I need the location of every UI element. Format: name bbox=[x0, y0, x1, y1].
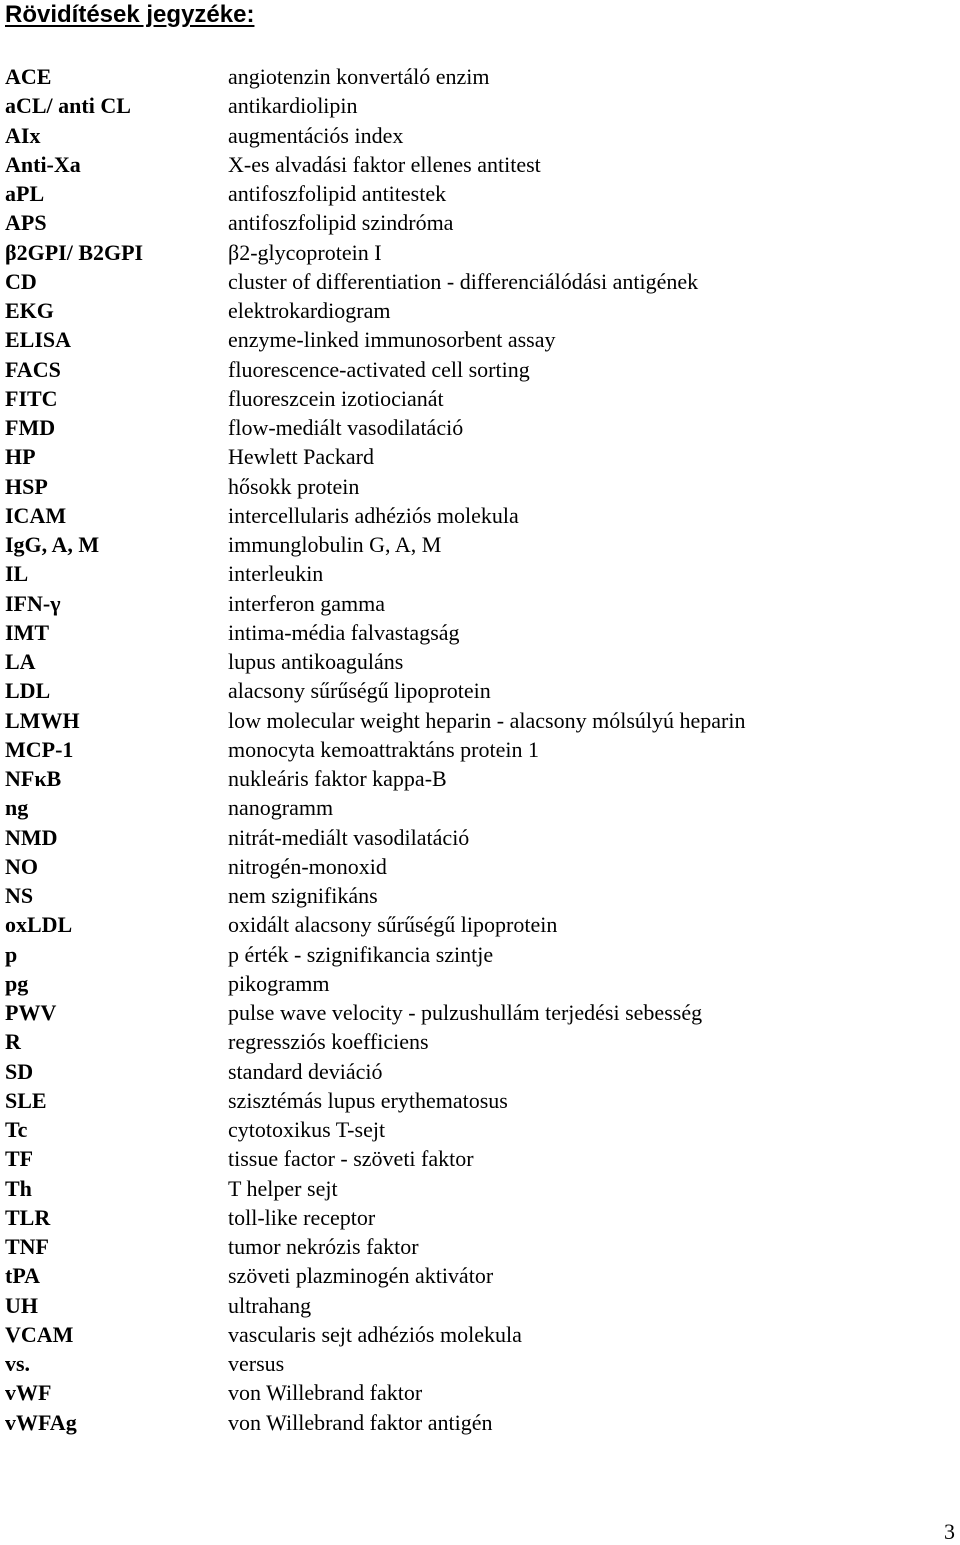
abbreviation-term: vs. bbox=[5, 1351, 31, 1376]
abbreviation-row bbox=[0, 852, 960, 881]
abbreviation-row bbox=[0, 472, 960, 501]
abbreviation-term: FACS bbox=[5, 356, 61, 382]
abbreviation-term: FITC bbox=[5, 385, 58, 411]
page-number: 3 bbox=[944, 1519, 955, 1544]
abbreviation-row bbox=[0, 676, 960, 705]
abbreviation-row bbox=[0, 1408, 960, 1437]
page-title: Rövidítések jegyzéke: bbox=[5, 1, 255, 28]
abbreviation-term: CD bbox=[5, 268, 37, 294]
abbreviation-row bbox=[0, 559, 960, 588]
abbreviation-definition: antifoszfolipid szindróma bbox=[228, 210, 454, 236]
abbreviation-term: IL bbox=[5, 561, 29, 587]
abbreviation-definition: enzyme-linked immunosorbent assay bbox=[228, 327, 556, 353]
abbreviation-definition: antikardiolipin bbox=[228, 93, 358, 119]
abbreviation-term: Tc bbox=[5, 1117, 28, 1142]
abbreviation-definition: ultrahang bbox=[228, 1292, 312, 1318]
abbreviation-row bbox=[0, 823, 960, 852]
abbreviation-term: vWF bbox=[5, 1380, 52, 1406]
abbreviation-row bbox=[0, 296, 960, 325]
abbreviation-term: LDL bbox=[5, 678, 51, 704]
abbreviation-definition: nitrát-mediált vasodilatáció bbox=[228, 824, 470, 850]
abbreviation-row bbox=[0, 1291, 960, 1320]
abbreviation-term: Anti-Xa bbox=[5, 151, 81, 177]
abbreviation-row bbox=[0, 179, 960, 208]
abbreviation-row bbox=[0, 1115, 960, 1144]
abbreviation-term: LA bbox=[5, 649, 36, 674]
abbreviation-list bbox=[0, 62, 960, 1437]
abbreviation-definition: monocyta kemoattraktáns protein 1 bbox=[228, 736, 539, 762]
abbreviation-row bbox=[0, 442, 960, 471]
abbreviation-row bbox=[0, 91, 960, 120]
abbreviation-term: UH bbox=[5, 1292, 38, 1318]
abbreviation-definition: nukleáris faktor kappa-B bbox=[228, 766, 447, 791]
abbreviation-definition: regressziós koefficiens bbox=[228, 1029, 429, 1055]
abbreviation-term: TNF bbox=[5, 1234, 49, 1259]
abbreviation-row bbox=[0, 530, 960, 559]
abbreviation-definition: szöveti plazminogén aktivátor bbox=[228, 1263, 494, 1289]
abbreviation-row bbox=[0, 647, 960, 676]
abbreviation-definition: alacsony sűrűségű lipoprotein bbox=[228, 678, 491, 704]
abbreviation-row bbox=[0, 940, 960, 969]
abbreviation-row bbox=[0, 501, 960, 530]
abbreviation-definition: intima-média falvastagság bbox=[228, 619, 460, 645]
abbreviation-row bbox=[0, 1261, 960, 1290]
abbreviation-term: Th bbox=[5, 1175, 32, 1201]
abbreviation-row bbox=[0, 706, 960, 735]
abbreviation-term: ICAM bbox=[5, 502, 67, 528]
abbreviation-definition: Hewlett Packard bbox=[228, 444, 374, 470]
abbreviation-term: TF bbox=[5, 1146, 34, 1172]
abbreviation-definition: szisztémás lupus erythematosus bbox=[228, 1087, 508, 1113]
abbreviation-definition: fluoreszcein izotiocianát bbox=[228, 385, 444, 411]
abbreviation-row bbox=[0, 121, 960, 150]
abbreviation-row bbox=[0, 793, 960, 822]
abbreviation-row bbox=[0, 208, 960, 237]
abbreviation-row bbox=[0, 735, 960, 764]
abbreviation-row bbox=[0, 1320, 960, 1349]
abbreviation-term: NS bbox=[5, 883, 34, 908]
abbreviation-definition: T helper sejt bbox=[228, 1175, 338, 1201]
abbreviation-row bbox=[0, 1349, 960, 1378]
abbreviation-definition: nanogramm bbox=[228, 795, 334, 821]
abbreviation-definition: augmentációs index bbox=[228, 122, 404, 148]
abbreviation-term: VCAM bbox=[5, 1321, 74, 1347]
abbreviation-term: IgG, A, M bbox=[5, 532, 100, 557]
abbreviation-term: TLR bbox=[5, 1204, 51, 1230]
abbreviation-term: ng bbox=[5, 795, 29, 821]
abbreviation-row bbox=[0, 910, 960, 939]
abbreviation-term: PWV bbox=[5, 1000, 57, 1025]
abbreviation-row bbox=[0, 1174, 960, 1203]
abbreviation-row bbox=[0, 998, 960, 1027]
abbreviation-definition: nitrogén-monoxid bbox=[228, 853, 387, 879]
abbreviation-term: AIx bbox=[5, 122, 41, 148]
abbreviation-definition: versus bbox=[228, 1351, 285, 1376]
abbreviation-row bbox=[0, 267, 960, 296]
abbreviation-term: MCP-1 bbox=[5, 736, 74, 762]
abbreviation-term: NMD bbox=[5, 824, 58, 850]
abbreviation-row bbox=[0, 881, 960, 910]
abbreviation-definition: β2-glycoprotein I bbox=[228, 239, 382, 265]
abbreviation-definition: flow-mediált vasodilatáció bbox=[228, 415, 464, 440]
abbreviation-row bbox=[0, 1027, 960, 1056]
abbreviation-definition: von Willebrand faktor bbox=[228, 1380, 423, 1406]
abbreviation-definition: toll-like receptor bbox=[228, 1204, 376, 1230]
abbreviation-row bbox=[0, 355, 960, 384]
abbreviation-definition: X-es alvadási faktor ellenes antitest bbox=[228, 151, 541, 177]
abbreviation-definition: interleukin bbox=[228, 561, 324, 587]
abbreviation-definition: elektrokardiogram bbox=[228, 298, 391, 323]
abbreviation-term: aCL/ anti CL bbox=[5, 93, 131, 119]
abbreviation-row bbox=[0, 618, 960, 647]
abbreviation-term: LMWH bbox=[5, 707, 80, 733]
abbreviation-definition: antifoszfolipid antitestek bbox=[228, 181, 447, 206]
abbreviation-row bbox=[0, 413, 960, 442]
abbreviation-term: aPL bbox=[5, 181, 45, 206]
abbreviation-definition: interferon gamma bbox=[228, 590, 385, 616]
abbreviation-term: pg bbox=[5, 970, 29, 996]
abbreviation-term: HP bbox=[5, 444, 36, 470]
abbreviation-definition: angiotenzin konvertáló enzim bbox=[228, 64, 490, 89]
abbreviation-definition: lupus antikoaguláns bbox=[228, 649, 404, 674]
abbreviation-term: EKG bbox=[5, 298, 54, 323]
abbreviation-row bbox=[0, 150, 960, 179]
abbreviation-term: oxLDL bbox=[5, 912, 73, 938]
abbreviation-term: NO bbox=[5, 853, 38, 879]
abbreviation-term: NFκB bbox=[5, 766, 62, 791]
abbreviation-row bbox=[0, 1057, 960, 1086]
abbreviation-row bbox=[0, 969, 960, 998]
abbreviation-term: APS bbox=[5, 210, 47, 236]
abbreviation-term: FMD bbox=[5, 415, 56, 440]
abbreviation-term: vWFAg bbox=[5, 1409, 77, 1435]
abbreviation-definition: vascularis sejt adhéziós molekula bbox=[228, 1321, 522, 1347]
abbreviation-definition: p érték - szignifikancia szintje bbox=[228, 941, 494, 967]
abbreviation-row bbox=[0, 62, 960, 91]
abbreviation-term: HSP bbox=[5, 473, 48, 499]
abbreviation-row bbox=[0, 589, 960, 618]
abbreviation-definition: tissue factor - szöveti faktor bbox=[228, 1146, 474, 1172]
abbreviation-definition: pulse wave velocity - pulzushullám terjedési sebesség bbox=[228, 1000, 703, 1025]
abbreviation-term: IMT bbox=[5, 619, 49, 645]
abbreviation-row bbox=[0, 1086, 960, 1115]
abbreviation-term: ACE bbox=[5, 64, 52, 89]
abbreviation-term: β2GPI/ B2GPI bbox=[5, 239, 144, 265]
abbreviation-definition: tumor nekrózis faktor bbox=[228, 1234, 419, 1259]
abbreviation-definition: standard deviáció bbox=[228, 1058, 383, 1084]
abbreviation-row bbox=[0, 325, 960, 354]
abbreviation-definition: nem szignifikáns bbox=[228, 883, 378, 908]
abbreviation-definition: pikogramm bbox=[228, 970, 330, 996]
abbreviation-definition: immunglobulin G, A, M bbox=[228, 532, 442, 557]
abbreviation-definition: cytotoxikus T-sejt bbox=[228, 1117, 386, 1142]
abbreviation-row bbox=[0, 1144, 960, 1173]
abbreviation-definition: hősokk protein bbox=[228, 473, 360, 499]
abbreviation-definition: cluster of differentiation - differenciálódási antigének bbox=[228, 268, 699, 294]
abbreviation-row bbox=[0, 1378, 960, 1407]
abbreviation-definition: intercellularis adhéziós molekula bbox=[228, 502, 519, 528]
abbreviation-row bbox=[0, 764, 960, 793]
abbreviation-term: R bbox=[5, 1029, 21, 1055]
abbreviation-row bbox=[0, 1203, 960, 1232]
abbreviation-definition: von Willebrand faktor antigén bbox=[228, 1409, 493, 1435]
abbreviation-row bbox=[0, 384, 960, 413]
abbreviation-term: SLE bbox=[5, 1087, 47, 1113]
abbreviation-definition: fluorescence-activated cell sorting bbox=[228, 356, 530, 382]
abbreviation-term: SD bbox=[5, 1058, 34, 1084]
abbreviation-definition: low molecular weight heparin - alacsony mólsúlyú heparin bbox=[228, 707, 746, 733]
abbreviation-term: IFN-γ bbox=[5, 590, 61, 616]
abbreviation-row bbox=[0, 238, 960, 267]
abbreviation-term: tPA bbox=[5, 1263, 41, 1289]
abbreviation-term: p bbox=[5, 941, 18, 967]
abbreviation-row bbox=[0, 1232, 960, 1261]
abbreviation-definition: oxidált alacsony sűrűségű lipoprotein bbox=[228, 912, 558, 938]
abbreviation-term: ELISA bbox=[5, 327, 72, 353]
